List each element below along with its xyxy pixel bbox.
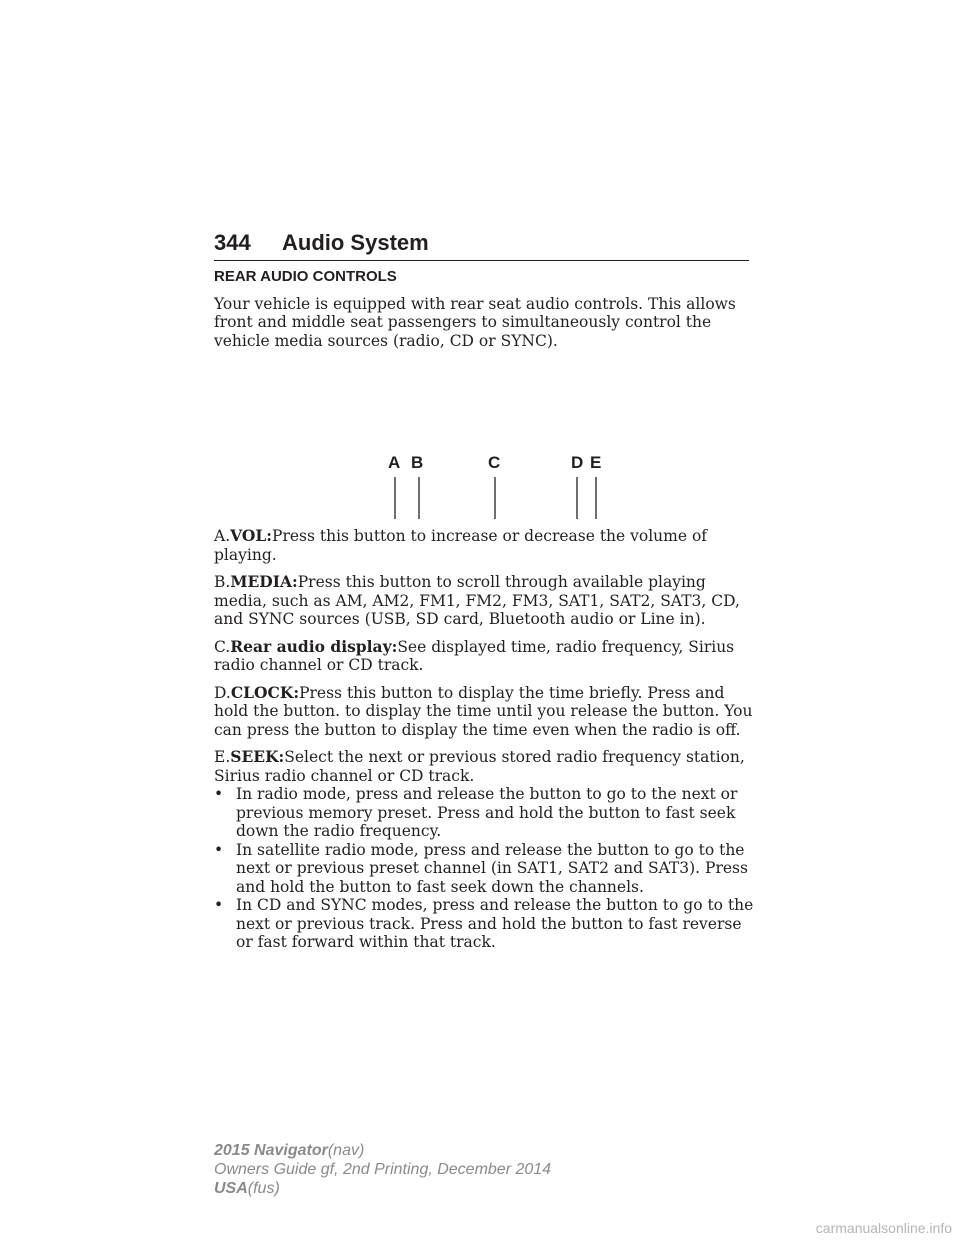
- callout-b: B: [411, 453, 424, 472]
- item-vol: A.VOL:Press this button to increase or decrease the volume of playing.: [214, 526, 708, 564]
- section-title: Audio System: [282, 230, 429, 255]
- footer-line-3: USA(fus): [214, 1180, 280, 1197]
- item-seek: E.SEEK:Select the next or previous stored radio frequency station, Sirius radio channel or CD track.: [214, 747, 745, 785]
- footer-line-1: 2015 Navigator(nav): [214, 1142, 365, 1159]
- callout-e: E: [590, 453, 602, 472]
- list-item: • In satellite radio mode, press and release the button to go to the next or previous preset channel (in SAT1, SAT2 and SAT3). Press and hold the button to fast seek down the channels.: [214, 840, 748, 896]
- page-header: [214, 230, 749, 261]
- term-media: MEDIA:: [230, 572, 298, 591]
- control-panel-illustration: [214, 359, 754, 519]
- intro-paragraph: Your vehicle is equipped with rear seat audio controls. This allows front and middle seat passengers to simultaneously control the vehicle media sources (radio, CD or SYNC).: [214, 294, 736, 350]
- list-item: • In radio mode, press and release the button to go to the next or previous memory preset. Press and hold the button to fast seek down the radio frequency.: [214, 785, 738, 840]
- main-content: [214, 268, 754, 952]
- list-item: • In CD and SYNC modes, press and release the button to go to the next or previous track. Press and hold the button to fast reverse or fast forward within that track.: [214, 896, 754, 951]
- watermark: carmanualsonline.info: [815, 1220, 952, 1236]
- item-media: B.MEDIA:Press this button to scroll through available playing media, such as AM, AM2, FM1, FM2, FM3, SAT1, SAT2, SAT3, CD, and SYNC sources (USB, SD card, Bluetooth audio or Line in).: [214, 572, 740, 628]
- seek-bullet-list: [214, 785, 754, 952]
- callout-a: A: [388, 453, 401, 472]
- item-clock: D.CLOCK:Press this button to display the time briefly. Press and hold the button. to display the time until you release the button. You can press the button to display the time even when the radio is off.: [214, 682, 753, 739]
- section-heading: REAR AUDIO CONTROLS: [214, 268, 397, 285]
- term-vol: VOL:: [230, 526, 273, 545]
- callout-c: C: [488, 453, 501, 472]
- item-rear-audio-display: C.Rear audio display:See displayed time, radio frequency, Sirius radio channel or CD track.: [214, 636, 735, 674]
- page-number: 344: [214, 230, 251, 255]
- footer-line-2: Owners Guide gf, 2nd Printing, December 2014: [214, 1161, 552, 1178]
- callout-d: D: [571, 453, 584, 472]
- term-clock: CLOCK:: [230, 682, 300, 702]
- term-seek: SEEK:: [230, 747, 285, 766]
- term-rear-audio-display: Rear audio display:: [230, 636, 398, 656]
- rear-audio-controls-figure: [214, 359, 754, 519]
- document-footer: [214, 1141, 551, 1198]
